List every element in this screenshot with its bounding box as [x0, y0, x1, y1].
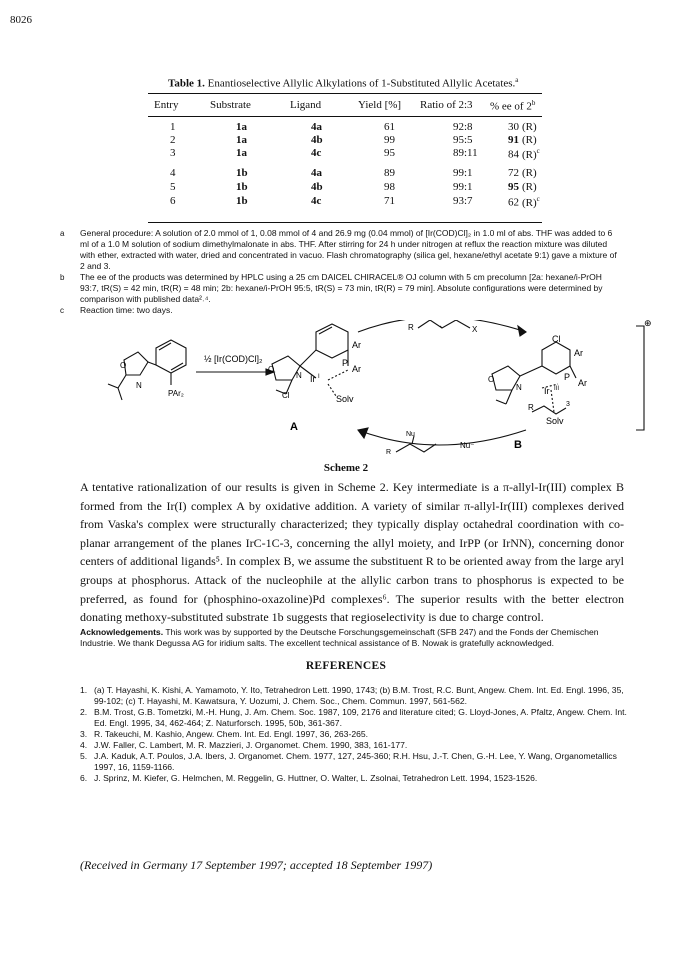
table-row — [148, 134, 542, 147]
cell-ligand: 4a — [311, 167, 322, 179]
header-substrate: Substrate — [210, 99, 251, 111]
cell-ee-value: 62 — [508, 196, 519, 209]
cell-yield: 89 — [384, 167, 395, 179]
cell-ee-value: 84 — [508, 148, 519, 161]
cell-ee-value: 91 — [508, 134, 519, 146]
complex-a-ar-2: Ar — [352, 364, 361, 374]
complex-b-ir-oxidation: III — [554, 386, 560, 392]
complex-b-o-label: O — [488, 375, 495, 384]
cell-ee — [508, 134, 537, 146]
cell-substrate: 1b — [236, 195, 248, 207]
cell-ee-value: 30 — [508, 121, 519, 133]
cell-yield: 98 — [384, 181, 395, 193]
cell-ee-config: (R) — [522, 121, 537, 133]
received-note: (Received in Germany 17 September 1997; accepted 18 September 1997) — [80, 858, 433, 872]
reference-text: J. Sprinz, M. Kiefer, G. Helmchen, M. Reggelin, G. Huttner, O. Walter, L. Zsolnai, Tetrahedron Lett. 1994, 1523-1526. — [94, 773, 538, 783]
cell-ee-footnote-mark: c — [536, 147, 540, 155]
reference-number: 5. — [80, 751, 88, 761]
reference-text: R. Takeuchi, M. Kashio, Angew. Chem. Int. Ed. Engl. 1997, 36, 263-265. — [94, 729, 369, 739]
body-paragraph: A tentative rationalization of our results is given in Scheme 2. Key intermediate is a π-allyl-Ir(III) complex B formed from the Ir(I) complex A by oxidative addition. A variety of similar π-allyl-Ir(III) complexes derived from Vaska's complex were structurally characterized; they typically display octahedral coordination with co-planar arrangement of the planes IrC-1C-3, concerning the allyl moiety, and IrPP (or IrNN), concerning donor centers of additional ligands⁵. In complex B, we assume the substituent R to be oriented away from the large aryl groups at phosphorus. Attack of the nucleophile at the allylic carbon trans to phosphorus is expected to be preferred, as found for (phosphino-oxazoline)Pd complexes⁶. The superior results with the better electron donating methoxy-substituted substrate 1b suggests that regioselectivity is due to charge control. — [80, 480, 624, 625]
substrate-r-label: R — [408, 323, 414, 332]
footnote-text: The ee of the products was determined by HPLC using a 25 cm DAICEL CHIRACEL® OJ column with 5 cm precolumn [2a: hexane/i-PrOH 93:7, tR(S) = 42 min, tR(R) = 48 min; 2b: hexane/i-PrOH 95:5, tR(S) = 73 min, tR(R) = 79 min]. Absolute configurations were determined by comparison with published data²˒⁴. — [80, 272, 603, 304]
cell-ee — [508, 121, 537, 133]
cell-ratio: 93:7 — [453, 195, 473, 207]
cell-ee-config: (R) — [522, 196, 537, 209]
table-footnotes — [58, 228, 618, 316]
header-entry: Entry — [154, 99, 179, 111]
cell-substrate: 1a — [236, 147, 247, 159]
reference-number: 6. — [80, 773, 88, 783]
cell-ligand: 4b — [311, 181, 323, 193]
cell-yield: 71 — [384, 195, 395, 207]
complex-a-cl-label: Cl — [282, 391, 290, 400]
reference-item — [80, 685, 630, 707]
table-caption-label: Table 1. — [168, 77, 205, 90]
footnote-mark: c — [60, 306, 64, 315]
cell-substrate: 1a — [236, 121, 247, 133]
footnote-mark: b — [60, 273, 65, 282]
cell-ratio: 89:11 — [453, 147, 478, 159]
cell-ee-value: 72 — [508, 167, 519, 179]
references-title: REFERENCES — [305, 660, 387, 672]
cell-substrate: 1b — [236, 181, 248, 193]
cell-entry: 2 — [170, 134, 176, 146]
cell-ratio: 99:1 — [453, 181, 473, 193]
table-header-rule — [148, 116, 542, 117]
footnote-text: Reaction time: two days. — [80, 305, 173, 315]
complex-b-ar-1: Ar — [574, 348, 583, 358]
ligand-par2-label: PAr₂ — [168, 389, 184, 398]
complex-b-n-label: N — [516, 383, 522, 392]
footnote — [58, 228, 618, 272]
cell-ee — [508, 195, 540, 209]
reference-number: 3. — [80, 729, 88, 739]
cell-yield: 95 — [384, 147, 395, 159]
reference-item — [80, 773, 630, 784]
table-row — [148, 167, 542, 180]
complex-a-label: A — [290, 421, 298, 433]
reference-number: 1. — [80, 685, 88, 695]
cell-ee-config: (R) — [522, 167, 537, 179]
table-row — [148, 121, 542, 134]
cell-ratio: 95:5 — [453, 134, 473, 146]
table-caption — [168, 76, 518, 90]
table-bottom-rule — [148, 222, 542, 223]
complex-a-o-label: O — [268, 365, 275, 374]
complex-b-ir-label: Ir — [544, 386, 550, 396]
table-top-rule — [148, 93, 542, 94]
complex-a-benzene-ring — [316, 324, 348, 358]
cell-ee — [508, 147, 540, 161]
reference-number: 4. — [80, 740, 88, 750]
cell-ee — [508, 167, 537, 179]
ligand-benzene-ring — [156, 340, 186, 373]
complex-b-r-label: R — [528, 403, 534, 412]
reference-item — [80, 740, 630, 751]
cell-ratio: 99:1 — [453, 167, 473, 179]
footnote-text: General procedure: A solution of 2.0 mmol of 1, 0.08 mmol of 4 and 26.9 mg (0.04 mmol) of [Ir(COD)Cl]₂ in 1.0 ml of abs. THF was added to 6 ml of a 1.0 M solution of sodium dimethylmalonate in abs. THF. After stirring for 24 h under nitrogen at reflux the reaction mixture was diluted with ether, extracted with water, dried and concentrated in vacuo. Flash chromatography (silica gel, hexane/ethyl acetate 9:1) gave a mixture of 2 and 3. — [80, 228, 617, 271]
scheme-2-diagram — [96, 320, 656, 470]
reference-text: (a) T. Hayashi, K. Kishi, A. Yamamoto, Y. Ito, Tetrahedron Lett. 1990, 1743; (b) B.M. Trost, R.C. Bunt, Angew. Chem. Int. Ed. Engl. 1996, 35, 99-102; (c) T. Hayashi, M. Kawatsura, Y. Uozumi, J. Chem. Soc., Chem. Commun. 1997, 561-562. — [94, 685, 624, 706]
reference-item — [80, 729, 630, 740]
table-caption-text: Enantioselective Allylic Alkylations of 1-Substituted Allylic Acetates. — [207, 77, 516, 90]
footnote — [58, 305, 618, 316]
complex-b-ar-2: Ar — [578, 378, 587, 388]
product-r-label: R — [386, 449, 392, 456]
cell-ligand: 4c — [311, 195, 322, 207]
complex-a-n-label: N — [296, 371, 302, 380]
cell-entry: 3 — [170, 147, 176, 159]
cell-substrate: 1b — [236, 167, 248, 179]
nucleophile-label: Nu⁻ — [460, 441, 475, 450]
complex-a-ar-1: Ar — [352, 340, 361, 350]
footnote — [58, 272, 618, 305]
cell-entry: 4 — [170, 167, 176, 179]
reference-text: B.M. Trost, G.B. Tometzki, M.-H. Hung, J. Am. Chem. Soc. 1987, 109, 2176 and literature cited; G. Lloyd-Jones, A. Pfaltz, Angew. Chem. Int. Ed. Engl. 1995, 34, 462-464; Z. Naturforsch. 1995, 50b, 361-367. — [94, 707, 627, 728]
cell-ee-config: (R) — [522, 134, 537, 146]
acknowledgements — [80, 627, 624, 649]
table-row — [148, 147, 542, 160]
scheme-title: Scheme 2 — [323, 462, 369, 474]
reference-number: 2. — [80, 707, 88, 717]
product-nu-label: Nu — [406, 431, 415, 438]
reference-item — [80, 707, 630, 729]
header-ligand: Ligand — [290, 99, 322, 111]
complex-b-solv-label: Solv — [546, 416, 564, 426]
cell-entry: 5 — [170, 181, 176, 193]
cell-entry: 1 — [170, 121, 176, 133]
complex-b-3-label: 3 — [566, 401, 570, 408]
header-ee-mark: b — [531, 99, 536, 107]
cell-ee-value: 95 — [508, 181, 519, 193]
reference-text: J.W. Faller, C. Lambert, M. R. Mazzieri, J. Organomet. Chem. 1990, 383, 161-177. — [94, 740, 408, 750]
cell-yield: 61 — [384, 121, 395, 133]
cell-ee-config: (R) — [522, 148, 537, 161]
ligand-n-label: N — [136, 381, 142, 390]
complex-a-ir-label: Ir — [310, 374, 316, 384]
table-row — [148, 195, 542, 208]
complex-a-p-label: P — [342, 358, 349, 368]
complex-b-benzene-ring — [542, 342, 570, 374]
table-header-row — [148, 99, 542, 112]
cell-substrate: 1a — [236, 134, 247, 146]
cell-ligand: 4a — [311, 121, 322, 133]
reference-text: J.A. Kaduk, A.T. Poulos, J.A. Ibers, J. Organomet. Chem. 1977, 127, 245-360; R.H. Hsu, J.-T. Chen, G.-H. Lee, Y. Wang, Organometallics 1997, 16, 1159-1166. — [94, 751, 617, 772]
substrate-x-label: X — [472, 325, 478, 334]
page-number: 8026 — [10, 14, 32, 26]
cell-ligand: 4c — [311, 147, 322, 159]
cell-ee-footnote-mark: c — [536, 195, 540, 203]
header-yield: Yield [%] — [358, 99, 402, 111]
footnote-mark: a — [60, 229, 65, 238]
cell-yield: 99 — [384, 134, 395, 146]
table-caption-mark: a — [515, 76, 519, 84]
complex-b-p-label: P — [564, 372, 571, 382]
complex-b-label: B — [514, 439, 522, 451]
header-ee — [490, 99, 535, 113]
cell-ee-config: (R) — [522, 181, 537, 193]
references-list — [80, 685, 630, 784]
scheme-reagent: ½ [Ir(COD)Cl]₂ — [204, 354, 263, 364]
table-row — [148, 181, 542, 194]
header-ee-text: % ee of 2 — [490, 100, 532, 113]
ligand-oxazoline-ring — [124, 352, 148, 375]
cell-ee — [508, 181, 537, 193]
reference-item — [80, 751, 630, 773]
acknowledgements-text: This work was by supported by the Deutsche Forschungsgemeinschaft (SFB 247) and the Fonds der Chemischen Industrie. We thank Degussa AG for iridium salts. The excellent technical assistance of B. Nowak is gratefully acknowledged. — [80, 627, 599, 648]
cell-ligand: 4b — [311, 134, 323, 146]
complex-a-solv-label: Solv — [336, 394, 354, 404]
cell-entry: 6 — [170, 195, 176, 207]
header-ratio: Ratio of 2:3 — [420, 99, 473, 111]
complex-a-ir-oxidation: I — [318, 374, 320, 380]
complex-b-cl-label: Cl — [552, 334, 561, 344]
cell-ratio: 92:8 — [453, 121, 473, 133]
complex-b-charge: ⊕ — [644, 320, 652, 328]
acknowledgements-label: Acknowledgements. — [80, 627, 164, 637]
ligand-o-label: O — [120, 361, 127, 370]
